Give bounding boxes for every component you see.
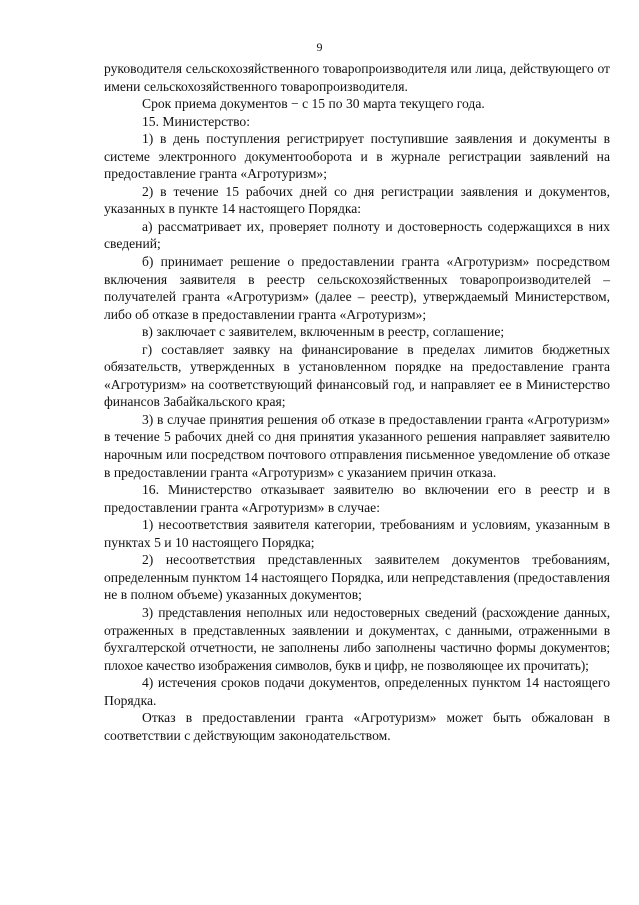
paragraph-continuation: руководителя сельскохозяйственного товаропроизводителя или лица, действующего от имени сельскохозяйственного товаропроизводителя. (104, 61, 610, 94)
paragraph-item-15-2-v: в) заключает с заявителем, включенным в реестр, соглашение; (142, 324, 505, 340)
paragraph-item-16-3: 3) представления неполных или недостоверных сведений (расхождение данных, отраженных в представленных заявлении и документах, с данными, отраженными в бухгалтерской отчетности, не заполнены либо заполнены частично формы документов; плохое качество изображения символов, букв и цифр, не позволяющее их прочитать); (104, 604, 610, 673)
document-body (104, 60, 610, 744)
paragraph-item-15-2: 2) в течение 15 рабочих дней со дня регистрации заявления и документов, указанных в пункте 14 настоящего Порядка: (104, 183, 610, 217)
page-number: 9 (316, 40, 323, 54)
paragraph-item-16-4: 4) истечения сроков подачи документов, определенных пунктом 14 настоящего Порядка. (104, 675, 610, 708)
paragraph-item-15-1: 1) в день поступления регистрирует поступившие заявления и документы в системе электронного документооборота и в журнале регистрации заявлений на предоставление гранта «Агротуризм»; (104, 131, 610, 182)
paragraph-item-16-1: 1) несоответствия заявителя категории, требованиям и условиям, указанным в пунктах 5 и 10 настоящего Порядка; (104, 517, 610, 550)
paragraph-item-15-3: 3) в случае принятия решения об отказе в предоставлении гранта «Агротуризм» в течение 5 рабочих дней со дня принятия указанного решения направляет заявителю нарочным или посредством почтового отправления письменное уведомление об отказе в предоставлении гранта «Агротуризм» с указанием причин отказа. (104, 411, 610, 480)
paragraph-item-15: 15. Министерство: (142, 113, 250, 129)
paragraph-item-16-2: 2) несоответствия представленных заявителем документов требованиям, определенным пунктом 14 настоящего Порядка, или непредставления (предоставления не в полном объеме) указанных документов; (104, 552, 610, 603)
paragraph-item-15-2-a: а) рассматривает их, проверяет полноту и достоверность содержащихся в них сведений; (104, 218, 610, 252)
paragraph-submission-period: Срок приема документов − с 15 по 30 марта текущего года. (142, 96, 485, 112)
paragraph-item-15-2-g: г) составляет заявку на финансирование в пределах лимитов бюджетных обязательств, утвержденных в установленном порядке на предоставление гранта «Агротуризм» на соответствующий финансовый год, и направляет ее в Министерство финансов Забайкальского края; (104, 341, 610, 410)
paragraph-item-16: 16. Министерство отказывает заявителю во включении его в реестр и в предоставлении гранта «Агротуризм» в случае: (104, 482, 610, 515)
paragraph-appeal: Отказ в предоставлении гранта «Агротуризм» может быть обжалован в соответствии с действующим законодательством. (104, 710, 610, 743)
paragraph-item-15-2-b: б) принимает решение о предоставлении гранта «Агротуризм» посредством включения заявителя в реестр сельскохозяйственных товаропроизводителей – получателей гранта «Агротуризм» (далее – реестр), утверждаемый Министерством, либо об отказе в предоставлении гранта «Агротуризм»; (104, 254, 610, 322)
